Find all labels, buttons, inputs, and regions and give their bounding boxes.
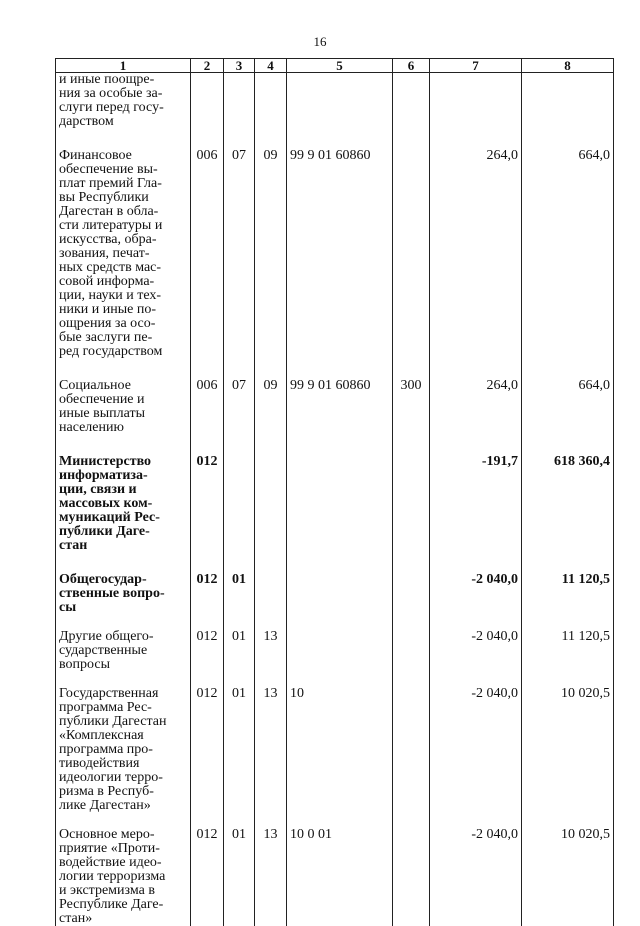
spacer-cell — [430, 129, 522, 149]
cell-ministry-code: 006 — [191, 379, 224, 435]
table-row — [56, 149, 614, 359]
cell-expense-type — [393, 73, 430, 130]
spacer-cell — [191, 435, 224, 455]
item-name-line: ощрения за осо- — [59, 317, 187, 331]
item-name-line: информатиза- — [59, 469, 187, 483]
cell-expense-type — [393, 630, 430, 672]
cell-subsection: 13 — [255, 828, 287, 926]
item-name-line: «Комплексная — [59, 729, 187, 743]
table-body — [56, 73, 614, 926]
spacer-cell — [522, 615, 614, 630]
spacer-cell — [393, 672, 430, 687]
cell-subsection: 09 — [255, 379, 287, 435]
item-name-line: водействие идео- — [59, 856, 187, 870]
cell-total-amount: 11 120,5 — [522, 630, 614, 672]
item-name-line: и экстремизма в — [59, 884, 187, 898]
item-name-line: массовых ком- — [59, 497, 187, 511]
header-row — [56, 59, 614, 73]
item-name-line: лике Дагестан» — [59, 799, 187, 813]
spacer-cell — [191, 553, 224, 573]
spacer-cell — [522, 129, 614, 149]
item-name-line: обеспечение и — [59, 393, 187, 407]
item-name-line: бые заслуги пе- — [59, 331, 187, 345]
spacer-cell — [255, 813, 287, 828]
item-name-line: Другие общего- — [59, 630, 187, 644]
cell-section — [224, 455, 255, 553]
spacer-cell — [56, 615, 191, 630]
item-name-line: идеологии терро- — [59, 771, 187, 785]
budget-table — [55, 58, 614, 926]
cell-ministry-code — [191, 73, 224, 130]
cell-target-article: 10 0 01 — [287, 828, 393, 926]
item-name-line: Финансовое — [59, 149, 187, 163]
cell-item-name — [56, 828, 191, 926]
item-name-line: Государственная — [59, 687, 187, 701]
table-row — [56, 828, 614, 926]
spacer-cell — [224, 672, 255, 687]
item-name-line: приятие «Проти- — [59, 842, 187, 856]
row-spacer — [56, 813, 614, 828]
spacer-cell — [430, 813, 522, 828]
cell-subsection — [255, 73, 287, 130]
cell-target-article — [287, 630, 393, 672]
item-name-line: искусства, обра- — [59, 233, 187, 247]
spacer-cell — [255, 435, 287, 455]
table-row — [56, 379, 614, 435]
column-header: 6 — [393, 59, 430, 73]
item-name-line: стан — [59, 539, 187, 553]
cell-change-amount: -2 040,0 — [430, 573, 522, 615]
item-name-line: сти литературы и — [59, 219, 187, 233]
cell-section — [224, 73, 255, 130]
cell-subsection: 13 — [255, 687, 287, 813]
spacer-cell — [430, 672, 522, 687]
item-name-line: тиводействия — [59, 757, 187, 771]
spacer-cell — [393, 615, 430, 630]
cell-section: 01 — [224, 630, 255, 672]
cell-target-article — [287, 73, 393, 130]
item-name-line: сы — [59, 601, 187, 615]
cell-section: 01 — [224, 687, 255, 813]
cell-total-amount: 10 020,5 — [522, 828, 614, 926]
spacer-cell — [287, 129, 393, 149]
item-name-line: программа про- — [59, 743, 187, 757]
cell-total-amount: 10 020,5 — [522, 687, 614, 813]
spacer-cell — [393, 129, 430, 149]
item-name-line: вопросы — [59, 658, 187, 672]
cell-expense-type: 300 — [393, 379, 430, 435]
column-header: 8 — [522, 59, 614, 73]
cell-target-article: 10 — [287, 687, 393, 813]
cell-ministry-code: 006 — [191, 149, 224, 359]
cell-ministry-code: 012 — [191, 630, 224, 672]
row-spacer — [56, 129, 614, 149]
cell-item-name — [56, 455, 191, 553]
spacer-cell — [522, 435, 614, 455]
cell-change-amount: -2 040,0 — [430, 687, 522, 813]
spacer-cell — [191, 359, 224, 379]
row-spacer — [56, 553, 614, 573]
row-spacer — [56, 435, 614, 455]
table-row — [56, 455, 614, 553]
item-name-line: публики Даге- — [59, 525, 187, 539]
item-name-line: и иные поощре- — [59, 73, 187, 87]
cell-total-amount: 664,0 — [522, 149, 614, 359]
cell-item-name — [56, 149, 191, 359]
item-name-line: ния за особые за- — [59, 87, 187, 101]
item-name-line: населению — [59, 421, 187, 435]
spacer-cell — [393, 435, 430, 455]
cell-section: 01 — [224, 828, 255, 926]
row-spacer — [56, 672, 614, 687]
spacer-cell — [522, 813, 614, 828]
spacer-cell — [287, 435, 393, 455]
cell-subsection — [255, 573, 287, 615]
item-name-line: ники и иные по- — [59, 303, 187, 317]
cell-change-amount: 264,0 — [430, 149, 522, 359]
item-name-line: зования, печат- — [59, 247, 187, 261]
item-name-line: вы Республики — [59, 191, 187, 205]
cell-section: 07 — [224, 379, 255, 435]
spacer-cell — [430, 359, 522, 379]
item-name-line: ных средств мас- — [59, 261, 187, 275]
spacer-cell — [56, 672, 191, 687]
column-header: 2 — [191, 59, 224, 73]
spacer-cell — [224, 553, 255, 573]
spacer-cell — [522, 553, 614, 573]
cell-subsection — [255, 455, 287, 553]
cell-ministry-code: 012 — [191, 573, 224, 615]
column-header: 1 — [56, 59, 191, 73]
row-spacer — [56, 615, 614, 630]
cell-change-amount: -191,7 — [430, 455, 522, 553]
spacer-cell — [224, 359, 255, 379]
item-name-line: слуги перед госу- — [59, 101, 187, 115]
item-name-line: Социальное — [59, 379, 187, 393]
table-row — [56, 73, 614, 130]
spacer-cell — [393, 553, 430, 573]
spacer-cell — [224, 129, 255, 149]
cell-target-article: 99 9 01 60860 — [287, 149, 393, 359]
item-name-line: ственные вопро- — [59, 587, 187, 601]
item-name-line: ции, связи и — [59, 483, 187, 497]
item-name-line: совой информа- — [59, 275, 187, 289]
table-row — [56, 573, 614, 615]
spacer-cell — [287, 359, 393, 379]
page-number: 16 — [0, 34, 640, 50]
spacer-cell — [255, 359, 287, 379]
spacer-cell — [224, 813, 255, 828]
cell-subsection: 09 — [255, 149, 287, 359]
spacer-cell — [522, 672, 614, 687]
spacer-cell — [191, 813, 224, 828]
table-row — [56, 687, 614, 813]
spacer-cell — [56, 813, 191, 828]
item-name-line: муникаций Рес- — [59, 511, 187, 525]
item-name-line: публики Дагестан — [59, 715, 187, 729]
cell-subsection: 13 — [255, 630, 287, 672]
spacer-cell — [287, 672, 393, 687]
item-name-line: плат премий Гла- — [59, 177, 187, 191]
spacer-cell — [191, 615, 224, 630]
spacer-cell — [56, 359, 191, 379]
spacer-cell — [255, 553, 287, 573]
spacer-cell — [430, 553, 522, 573]
item-name-line: стан» — [59, 912, 187, 926]
cell-expense-type — [393, 455, 430, 553]
spacer-cell — [224, 615, 255, 630]
item-name-line: сударственные — [59, 644, 187, 658]
cell-item-name — [56, 379, 191, 435]
item-name-line: ризма в Респуб- — [59, 785, 187, 799]
cell-ministry-code: 012 — [191, 687, 224, 813]
spacer-cell — [56, 435, 191, 455]
spacer-cell — [255, 672, 287, 687]
row-spacer — [56, 359, 614, 379]
item-name-line: логии терроризма — [59, 870, 187, 884]
column-header: 3 — [224, 59, 255, 73]
spacer-cell — [255, 129, 287, 149]
spacer-cell — [522, 359, 614, 379]
cell-item-name — [56, 630, 191, 672]
cell-target-article — [287, 573, 393, 615]
cell-total-amount — [522, 73, 614, 130]
cell-target-article: 99 9 01 60860 — [287, 379, 393, 435]
spacer-cell — [191, 672, 224, 687]
cell-total-amount: 664,0 — [522, 379, 614, 435]
item-name-line: Основное меро- — [59, 828, 187, 842]
cell-total-amount: 11 120,5 — [522, 573, 614, 615]
spacer-cell — [191, 129, 224, 149]
item-name-line: Республике Даге- — [59, 898, 187, 912]
cell-change-amount: -2 040,0 — [430, 630, 522, 672]
cell-section: 01 — [224, 573, 255, 615]
cell-total-amount: 618 360,4 — [522, 455, 614, 553]
spacer-cell — [430, 435, 522, 455]
spacer-cell — [287, 813, 393, 828]
cell-expense-type — [393, 687, 430, 813]
spacer-cell — [393, 813, 430, 828]
table-row — [56, 630, 614, 672]
item-name-line: Дагестан в обла- — [59, 205, 187, 219]
cell-item-name — [56, 73, 191, 130]
item-name-line: дарством — [59, 115, 187, 129]
cell-change-amount: -2 040,0 — [430, 828, 522, 926]
item-name-line: обеспечение вы- — [59, 163, 187, 177]
cell-expense-type — [393, 149, 430, 359]
spacer-cell — [224, 435, 255, 455]
cell-change-amount: 264,0 — [430, 379, 522, 435]
cell-expense-type — [393, 573, 430, 615]
spacer-cell — [287, 615, 393, 630]
item-name-line: ции, науки и тех- — [59, 289, 187, 303]
cell-ministry-code: 012 — [191, 455, 224, 553]
item-name-line: Общегосудар- — [59, 573, 187, 587]
spacer-cell — [287, 553, 393, 573]
spacer-cell — [255, 615, 287, 630]
spacer-cell — [56, 553, 191, 573]
column-header: 4 — [255, 59, 287, 73]
item-name-line: иные выплаты — [59, 407, 187, 421]
cell-change-amount — [430, 73, 522, 130]
spacer-cell — [56, 129, 191, 149]
column-header: 7 — [430, 59, 522, 73]
cell-expense-type — [393, 828, 430, 926]
spacer-cell — [430, 615, 522, 630]
cell-target-article — [287, 455, 393, 553]
column-header: 5 — [287, 59, 393, 73]
cell-item-name — [56, 573, 191, 615]
spacer-cell — [393, 359, 430, 379]
item-name-line: программа Рес- — [59, 701, 187, 715]
cell-item-name — [56, 687, 191, 813]
cell-section: 07 — [224, 149, 255, 359]
item-name-line: ред государством — [59, 345, 187, 359]
cell-ministry-code: 012 — [191, 828, 224, 926]
item-name-line: Министерство — [59, 455, 187, 469]
